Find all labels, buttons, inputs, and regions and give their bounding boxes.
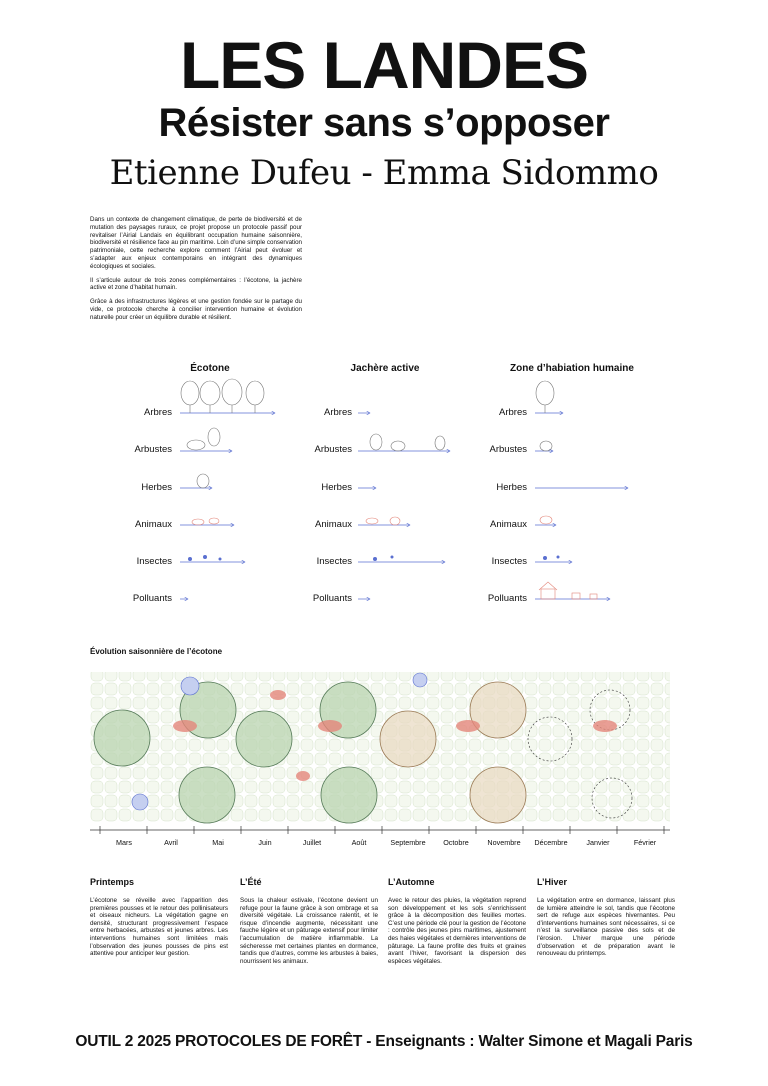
- tree-icon: [222, 379, 242, 405]
- season-text-ete: Sous la chaleur estivale, l’écotone devient un refuge pour la faune grâce à son ombrage et sa diversité végétale. La croissance ralentit, et le risque d’incendie augmente, nécessitant une fauche légère et un pâturage extensif pour limiter l’accumulation de matière inflammable. La sécheresse met certaines plantes en dormance, tandis que d’autres, comme les arbustes à baies, nourrissent les animaux.: [240, 897, 378, 965]
- insect-icon: [557, 556, 560, 559]
- row-label: Animaux: [135, 519, 172, 530]
- month-label: Octobre: [443, 838, 469, 847]
- row-label: Polluants: [487, 593, 527, 604]
- season-title-ete: L’Été: [240, 877, 262, 887]
- intro-paragraph-2: Il s’articule autour de trois zones complémentaires : l’écotone, la jachère active et zone d’habitat humain.: [90, 276, 302, 292]
- house-icon: [541, 589, 555, 599]
- page-subtitle: Résister sans s’opposer: [158, 101, 610, 145]
- month-label: Juin: [258, 838, 272, 847]
- evolution-diagram: [90, 668, 670, 840]
- intro-paragraph-3: Grâce à des infrastructures légères et une gestion fondée sur le partage du vide, ce protocole cherche à concilier intervention humaine et évolution naturelle pour créer un équilibre durable et résilient.: [90, 298, 302, 321]
- row-label: Insectes: [491, 556, 527, 567]
- row-label: Insectes: [136, 556, 172, 567]
- flower-icon: [132, 794, 148, 810]
- animal-icon: [192, 519, 204, 525]
- page-title: LES LANDES: [179, 28, 589, 102]
- animal-icon: [390, 517, 400, 525]
- season-text-automne: Avec le retour des pluies, la végétation reprend son développement et les sols s’enrichissent grâce à la décomposition des feuilles mortes. C’est une période clé pour la gestion de l’écotone : contrôle des jeunes pins maritimes, ajustement des haies végétales et dernières interventions de pâturage. La faune profite des fruits et graines avant l’hiver, favorisant la dispersion des espèces végétales.: [388, 897, 526, 965]
- insect-icon: [543, 556, 547, 560]
- autumn-tree: [470, 682, 526, 738]
- animal-icon: [593, 720, 617, 732]
- month-label: Mars: [116, 838, 132, 847]
- zone-header-habitation: Zone d’habiation humaine: [510, 363, 634, 374]
- season-text-hiver: La végétation entre en dormance, laissant plus de lumière atteindre le sol, tandis que l’écotone sert de refuge aux espèces hivernantes. Peu d’interventions humaines sont nécessaires, si ce n’est la surveillance passive des sols et de l’érosion. L’hiver marque une période d’observation et de préparation avant le renouveau du printemps.: [537, 897, 675, 958]
- shrub-icon: [187, 440, 205, 450]
- insect-icon: [203, 555, 207, 559]
- tree-canopy: [179, 767, 235, 823]
- autumn-tree: [470, 767, 526, 823]
- shrub-icon: [391, 441, 405, 451]
- evolution-title: Évolution saisonnière de l’écotone: [90, 647, 223, 656]
- shrub-icon: [540, 441, 552, 451]
- flower-icon: [181, 677, 199, 695]
- month-label: Juillet: [302, 838, 322, 847]
- zone-header-jachere: Jachère active: [350, 363, 420, 374]
- row-label: Arbustes: [489, 444, 527, 455]
- animal-icon: [270, 690, 286, 700]
- tree-canopy: [321, 767, 377, 823]
- tree-icon: [246, 381, 264, 405]
- animal-icon: [209, 518, 219, 524]
- insect-icon: [219, 558, 222, 561]
- authors: Etienne Dufeu - Emma Sidommo: [109, 153, 659, 193]
- animal-icon: [296, 771, 310, 781]
- month-label: Janvier: [586, 838, 610, 847]
- month-label: Septembre: [390, 838, 426, 847]
- month-label: Avril: [164, 838, 178, 847]
- flower-icon: [413, 673, 427, 687]
- row-label: Insectes: [316, 556, 352, 567]
- footer: OUTIL 2 2025 PROTOCOLES DE FORÊT - Enseignants : Walter Simone et Magali Paris: [75, 1033, 693, 1050]
- intro-paragraph-1: Dans un contexte de changement climatique, de perte de biodiversité et de mutation des paysages ruraux, ce projet propose un protocole passif pour revitaliser l’Airial Landais en équilibrant occupation humaine saisonnière, biodiversité et résilience face au pin maritime. Loin d’une simple conservation patrimoniale, cette recherche explore comment l’Airial peut évoluer et s’adapter aux enjeux contemporains en intégrant des dynamiques écologiques et sociales.: [90, 216, 302, 270]
- row-label: Herbes: [496, 482, 527, 493]
- animal-icon: [366, 518, 378, 524]
- row-label: Arbustes: [134, 444, 172, 455]
- season-title-hiver: L’Hiver: [537, 877, 568, 887]
- row-label: Animaux: [315, 519, 352, 530]
- animal-icon: [540, 516, 552, 524]
- month-label: Mai: [212, 838, 224, 847]
- autumn-tree: [380, 711, 436, 767]
- row-label: Arbres: [324, 407, 352, 418]
- animal-icon: [173, 720, 197, 732]
- row-label: Arbustes: [314, 444, 352, 455]
- season-title-automne: L’Automne: [388, 877, 435, 887]
- month-label: Août: [351, 838, 367, 847]
- month-label: Février: [633, 838, 657, 847]
- shrub-icon: [208, 428, 220, 446]
- row-label: Polluants: [132, 593, 172, 604]
- animal-icon: [318, 720, 342, 732]
- animal-icon: [456, 720, 480, 732]
- grass-icon: [197, 474, 209, 488]
- row-label: Arbres: [144, 407, 172, 418]
- tree-canopy: [236, 711, 292, 767]
- tree-icon: [181, 381, 199, 405]
- row-label: Arbres: [499, 407, 527, 418]
- row-label: Herbes: [321, 482, 352, 493]
- month-label: Novembre: [487, 838, 521, 847]
- insect-icon: [373, 557, 377, 561]
- insect-icon: [391, 556, 394, 559]
- shrub-icon: [370, 434, 382, 450]
- row-label: Herbes: [141, 482, 172, 493]
- tree-canopy: [94, 710, 150, 766]
- zone-header-ecotone: Écotone: [190, 363, 230, 374]
- tree-icon: [536, 381, 554, 405]
- month-label: Décembre: [534, 838, 568, 847]
- shrub-icon: [435, 436, 445, 450]
- season-title-printemps: Printemps: [90, 877, 135, 887]
- tree-icon: [200, 381, 220, 405]
- row-label: Animaux: [490, 519, 527, 530]
- row-label: Polluants: [312, 593, 352, 604]
- insect-icon: [188, 557, 192, 561]
- season-text-printemps: L’écotone se réveille avec l’apparition des premières pousses et le retour des pollinisateurs et oiseaux nicheurs. La végétation gagne en densité, structurant progressivement l’espace entre herbacées, arbustes et jeunes arbres. Les interventions humaines sont limitées mais l’observation des jeunes pousses de pins est attentive pour anticiper leur gestion.: [90, 897, 228, 958]
